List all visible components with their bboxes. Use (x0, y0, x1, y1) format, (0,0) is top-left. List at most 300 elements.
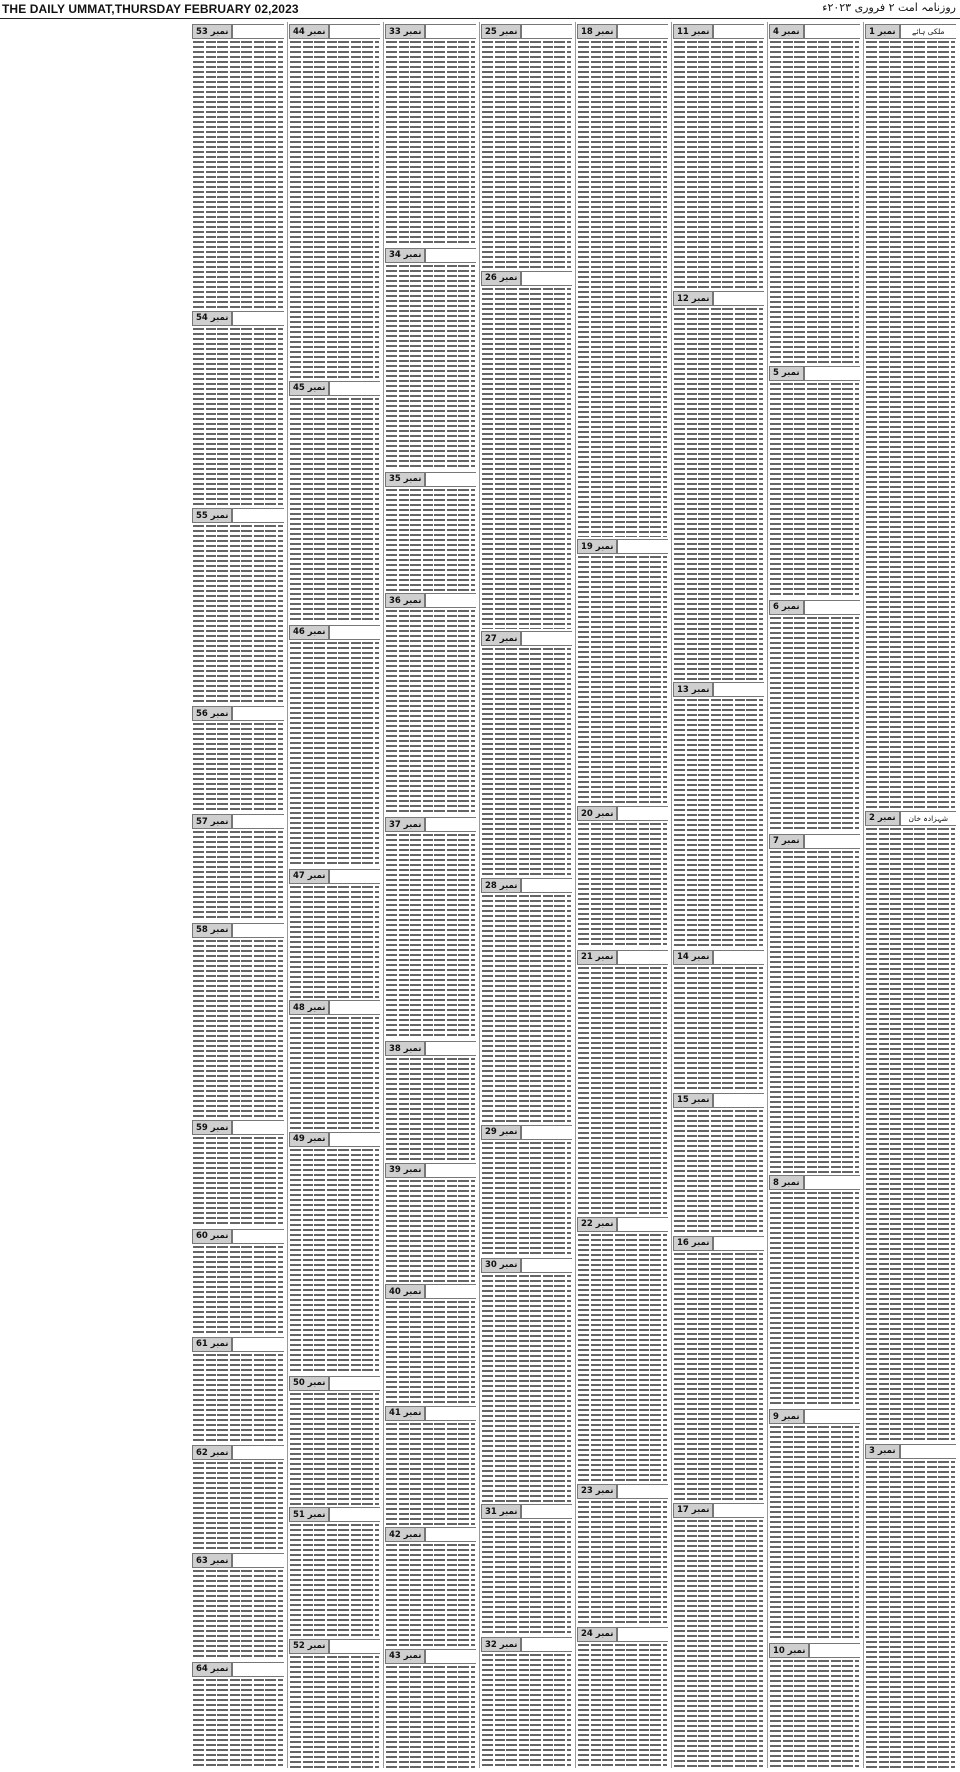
item-subtitle (232, 508, 284, 523)
news-item-header (673, 950, 764, 965)
news-column (287, 22, 381, 1768)
item-number-label: نمبر 13 (673, 682, 713, 697)
news-item-header (769, 1409, 860, 1424)
item-body-text (482, 288, 571, 630)
news-item-header (673, 24, 764, 39)
item-subtitle (521, 271, 572, 286)
news-item (191, 309, 285, 507)
item-body-text (578, 823, 667, 947)
english-dateline: THE DAILY UMMAT,THURSDAY FEBRUARY 02,2023 (2, 2, 299, 16)
item-number-label: نمبر 8 (769, 1175, 804, 1190)
item-body-text (290, 1524, 379, 1637)
item-number-label: نمبر 25 (481, 24, 521, 39)
item-number-label: نمبر 17 (673, 1503, 713, 1518)
item-body-text (674, 1253, 763, 1501)
item-body-text (386, 610, 475, 815)
item-subtitle (804, 600, 860, 615)
news-item (576, 537, 669, 804)
masthead-strip (0, 0, 960, 19)
item-number-label: نمبر 45 (289, 381, 329, 396)
news-item (672, 289, 765, 680)
item-body-text (193, 723, 283, 812)
news-item-header (192, 923, 284, 938)
news-item (480, 629, 573, 876)
item-subtitle (329, 24, 380, 39)
item-subtitle (617, 806, 668, 821)
news-item-header (577, 539, 668, 554)
news-item-header (192, 24, 284, 39)
item-subtitle (521, 1504, 572, 1519)
news-item-header (865, 811, 956, 826)
news-item-header (385, 1041, 476, 1056)
item-subtitle (521, 878, 572, 893)
item-body-text (578, 1234, 667, 1482)
item-body-text (290, 398, 379, 623)
item-subtitle (425, 1041, 476, 1056)
news-item-header (385, 593, 476, 608)
news-item-header (769, 366, 860, 381)
item-subtitle (713, 1236, 764, 1251)
item-number-label: نمبر 44 (289, 24, 329, 39)
news-item (191, 1118, 285, 1226)
news-item (384, 246, 477, 470)
item-number-label: نمبر 20 (577, 806, 617, 821)
item-number-label: نمبر 21 (577, 950, 617, 965)
item-subtitle (329, 1639, 380, 1654)
item-number-label: نمبر 49 (289, 1132, 329, 1147)
news-item (576, 948, 669, 1215)
item-body-text (770, 1660, 859, 1768)
news-item-header (289, 625, 380, 640)
news-column (863, 22, 957, 1768)
item-body-text (193, 525, 283, 704)
item-subtitle (617, 1627, 668, 1642)
item-subtitle (232, 923, 284, 938)
item-body-text (866, 828, 955, 1442)
item-subtitle (232, 24, 284, 39)
item-body-text (193, 940, 283, 1119)
item-body-text (674, 308, 763, 680)
item-body-text (386, 41, 475, 246)
news-item (384, 591, 477, 815)
item-body-text (193, 1246, 283, 1335)
item-number-label: نمبر 24 (577, 1627, 617, 1642)
item-body-text (770, 1426, 859, 1641)
news-item-header (481, 878, 572, 893)
news-item (672, 948, 765, 1091)
news-item (384, 1161, 477, 1282)
news-item (288, 998, 381, 1130)
news-item-header (385, 1406, 476, 1421)
news-item (191, 921, 285, 1119)
item-number-label: نمبر 28 (481, 878, 521, 893)
item-number-label: نمبر 61 (192, 1337, 232, 1352)
item-body-text (578, 41, 667, 537)
item-number-label: نمبر 48 (289, 1000, 329, 1015)
item-subtitle (232, 1553, 284, 1568)
news-item (672, 680, 765, 947)
news-item (480, 876, 573, 1123)
news-item (384, 815, 477, 1039)
news-item (384, 1525, 477, 1646)
news-item (384, 1647, 477, 1768)
item-subtitle (900, 1444, 956, 1459)
item-number-label: نمبر 22 (577, 1217, 617, 1232)
item-subtitle (804, 366, 860, 381)
news-item-header (192, 311, 284, 326)
item-subtitle (713, 1503, 764, 1518)
news-column (383, 22, 477, 1768)
item-body-text (770, 1192, 859, 1407)
news-item (191, 1551, 285, 1659)
item-subtitle (617, 24, 668, 39)
item-subtitle (425, 817, 476, 832)
news-item (768, 832, 861, 1174)
news-item-header (577, 1484, 668, 1499)
news-item (191, 704, 285, 812)
item-subtitle (809, 1643, 860, 1658)
item-body-text (193, 831, 283, 920)
item-body-text (482, 1654, 571, 1768)
news-column (767, 22, 861, 1768)
item-body-text (386, 1544, 475, 1646)
news-item-header (289, 24, 380, 39)
item-number-label: نمبر 56 (192, 706, 232, 721)
item-number-label: نمبر 16 (673, 1236, 713, 1251)
item-number-label: نمبر 60 (192, 1229, 232, 1244)
item-subtitle (232, 311, 284, 326)
news-item-header (385, 817, 476, 832)
item-body-text (290, 1656, 379, 1769)
news-item (384, 1404, 477, 1525)
news-item (480, 22, 573, 269)
item-body-text (290, 886, 379, 999)
item-subtitle (521, 24, 572, 39)
news-item-header (192, 814, 284, 829)
news-item (384, 22, 477, 246)
news-item-header (481, 1258, 572, 1273)
news-item (288, 1505, 381, 1637)
item-body-text (866, 1461, 955, 1768)
item-subtitle (521, 1258, 572, 1273)
news-item (288, 22, 381, 379)
item-number-label: نمبر 11 (673, 24, 713, 39)
news-item (480, 1123, 573, 1256)
item-number-label: نمبر 10 (769, 1643, 809, 1658)
item-body-text (578, 1501, 667, 1625)
item-body-text (193, 1570, 283, 1659)
news-item-header (481, 1125, 572, 1140)
news-item-header (769, 1643, 860, 1658)
item-number-label: نمبر 30 (481, 1258, 521, 1273)
item-body-text (386, 265, 475, 470)
item-subtitle (329, 1000, 380, 1015)
news-item-header (192, 1662, 284, 1677)
item-body-text (193, 41, 283, 309)
news-item-header (769, 1175, 860, 1190)
item-body-text (386, 1423, 475, 1525)
item-number-label: نمبر 19 (577, 539, 617, 554)
item-subtitle (232, 1337, 284, 1352)
item-body-text (193, 328, 283, 507)
item-body-text (482, 1521, 571, 1635)
news-item (191, 812, 285, 920)
item-body-text (290, 1149, 379, 1374)
item-number-label: نمبر 58 (192, 923, 232, 938)
item-body-text (482, 1142, 571, 1256)
news-item (768, 1641, 861, 1768)
item-body-text (674, 699, 763, 947)
item-body-text (290, 41, 379, 379)
news-column (671, 22, 765, 1768)
item-body-text (386, 1301, 475, 1403)
item-subtitle (713, 682, 764, 697)
news-item-header (385, 248, 476, 263)
item-body-text (578, 967, 667, 1215)
news-column (479, 22, 573, 1768)
item-subtitle (425, 1649, 476, 1664)
item-subtitle: شہزادہ خان (900, 811, 956, 826)
item-body-text (193, 1137, 283, 1226)
item-subtitle (425, 472, 476, 487)
news-item (288, 623, 381, 867)
item-body-text (386, 489, 475, 591)
news-item-header (385, 472, 476, 487)
news-item (480, 1502, 573, 1635)
item-subtitle (232, 1229, 284, 1244)
item-subtitle: ملکی ہائے (900, 24, 956, 39)
item-subtitle (329, 869, 380, 884)
news-item (191, 1443, 285, 1551)
news-item (768, 1407, 861, 1641)
item-subtitle (713, 1093, 764, 1108)
item-number-label: نمبر 1 (865, 24, 900, 39)
news-item (384, 470, 477, 591)
news-item (288, 867, 381, 999)
news-item-header (192, 706, 284, 721)
news-item-header (577, 24, 668, 39)
news-item-header (769, 24, 860, 39)
item-body-text (482, 895, 571, 1123)
item-number-label: نمبر 7 (769, 834, 804, 849)
news-item-header (481, 631, 572, 646)
news-item-header (577, 806, 668, 821)
news-item (768, 598, 861, 832)
item-body-text (770, 41, 859, 364)
item-body-text (290, 1017, 379, 1130)
news-item (672, 1234, 765, 1501)
item-number-label: نمبر 34 (385, 248, 425, 263)
news-item-header (481, 1504, 572, 1519)
item-subtitle (232, 1445, 284, 1460)
news-item (576, 1215, 669, 1482)
item-body-text (290, 642, 379, 867)
item-body-text (193, 1679, 283, 1768)
news-item-header (481, 271, 572, 286)
item-subtitle (425, 248, 476, 263)
news-item (576, 1625, 669, 1768)
news-item (288, 379, 381, 623)
item-number-label: نمبر 36 (385, 593, 425, 608)
item-body-text (386, 1180, 475, 1282)
item-number-label: نمبر 55 (192, 508, 232, 523)
news-item-header (673, 682, 764, 697)
item-subtitle (425, 1284, 476, 1299)
item-body-text (193, 1354, 283, 1443)
item-subtitle (232, 706, 284, 721)
news-item-header (192, 1337, 284, 1352)
item-body-text (386, 834, 475, 1039)
news-item (480, 269, 573, 630)
news-item-header (192, 1553, 284, 1568)
item-subtitle (232, 1662, 284, 1677)
item-subtitle (232, 1120, 284, 1135)
item-body-text (578, 556, 667, 804)
item-subtitle (804, 1409, 860, 1424)
news-item-header (192, 1445, 284, 1460)
news-item (288, 1130, 381, 1374)
item-body-text (482, 41, 571, 269)
news-item-header (289, 1639, 380, 1654)
news-item-header (673, 1503, 764, 1518)
news-item (864, 1442, 957, 1768)
item-body-text (674, 1110, 763, 1234)
news-item-header (865, 1444, 956, 1459)
item-subtitle (425, 593, 476, 608)
item-number-label: نمبر 6 (769, 600, 804, 615)
item-body-text (386, 1666, 475, 1768)
urdu-dateline: روزنامہ امت ۲ فروری ۲۰۲۳ء (822, 1, 956, 14)
news-item-header (192, 1120, 284, 1135)
item-subtitle (425, 1163, 476, 1178)
news-item (191, 506, 285, 704)
news-item (768, 22, 861, 364)
news-item-header (289, 1000, 380, 1015)
news-item-header (673, 1236, 764, 1251)
news-item-header (577, 1217, 668, 1232)
news-item-header (673, 291, 764, 306)
item-subtitle (329, 381, 380, 396)
item-body-text (482, 1275, 571, 1503)
item-number-label: نمبر 9 (769, 1409, 804, 1424)
news-column (575, 22, 669, 1768)
item-number-label: نمبر 15 (673, 1093, 713, 1108)
item-subtitle (713, 950, 764, 965)
news-item-header (577, 1627, 668, 1642)
item-number-label: نمبر 57 (192, 814, 232, 829)
item-number-label: نمبر 35 (385, 472, 425, 487)
item-subtitle (521, 1125, 572, 1140)
item-body-text (674, 41, 763, 289)
news-item-header (289, 1376, 380, 1391)
item-number-label: نمبر 64 (192, 1662, 232, 1677)
news-item-header (769, 834, 860, 849)
item-number-label: نمبر 2 (865, 811, 900, 826)
item-number-label: نمبر 46 (289, 625, 329, 640)
item-number-label: نمبر 37 (385, 817, 425, 832)
item-subtitle (617, 539, 668, 554)
item-number-label: نمبر 50 (289, 1376, 329, 1391)
news-item (191, 22, 285, 309)
item-number-label: نمبر 62 (192, 1445, 232, 1460)
item-body-text (770, 617, 859, 832)
item-subtitle (329, 625, 380, 640)
item-number-label: نمبر 12 (673, 291, 713, 306)
news-item (864, 809, 957, 1442)
item-number-label: نمبر 18 (577, 24, 617, 39)
item-body-text (770, 383, 859, 598)
item-body-text (674, 1520, 763, 1768)
item-body-text (386, 1058, 475, 1160)
news-item-header (385, 1284, 476, 1299)
item-number-label: نمبر 41 (385, 1406, 425, 1421)
news-column (191, 22, 285, 1768)
news-item (288, 1637, 381, 1769)
item-number-label: نمبر 14 (673, 950, 713, 965)
news-item (864, 22, 957, 809)
item-number-label: نمبر 27 (481, 631, 521, 646)
item-number-label: نمبر 5 (769, 366, 804, 381)
item-subtitle (232, 814, 284, 829)
news-item-header (192, 1229, 284, 1244)
item-number-label: نمبر 51 (289, 1507, 329, 1522)
item-subtitle (521, 631, 572, 646)
item-number-label: نمبر 40 (385, 1284, 425, 1299)
news-item (384, 1039, 477, 1160)
news-item (191, 1227, 285, 1335)
item-body-text (482, 648, 571, 876)
news-item-header (769, 600, 860, 615)
item-number-label: نمبر 29 (481, 1125, 521, 1140)
item-number-label: نمبر 53 (192, 24, 232, 39)
news-item-header (289, 1507, 380, 1522)
item-subtitle (804, 834, 860, 849)
item-subtitle (329, 1507, 380, 1522)
item-body-text (674, 967, 763, 1091)
item-number-label: نمبر 26 (481, 271, 521, 286)
news-item-header (577, 950, 668, 965)
item-body-text (578, 1644, 667, 1768)
news-item-header (865, 24, 956, 39)
news-item-header (385, 1527, 476, 1542)
news-item (672, 22, 765, 289)
item-subtitle (425, 1406, 476, 1421)
item-body-text (193, 1462, 283, 1551)
news-item (576, 22, 669, 537)
item-number-label: نمبر 3 (865, 1444, 900, 1459)
item-subtitle (521, 1637, 572, 1652)
news-item (191, 1335, 285, 1443)
item-number-label: نمبر 31 (481, 1504, 521, 1519)
item-subtitle (804, 1175, 860, 1190)
news-item-header (385, 1649, 476, 1664)
item-subtitle (804, 24, 860, 39)
item-subtitle (617, 950, 668, 965)
item-number-label: نمبر 54 (192, 311, 232, 326)
item-subtitle (617, 1217, 668, 1232)
news-item-header (481, 24, 572, 39)
news-item-header (289, 381, 380, 396)
item-body-text (290, 1393, 379, 1506)
item-body-text (770, 851, 859, 1174)
news-item (191, 1660, 285, 1768)
item-number-label: نمبر 43 (385, 1649, 425, 1664)
news-item-header (289, 1132, 380, 1147)
news-item (288, 1374, 381, 1506)
news-item (576, 804, 669, 947)
item-subtitle (713, 291, 764, 306)
item-subtitle (329, 1376, 380, 1391)
